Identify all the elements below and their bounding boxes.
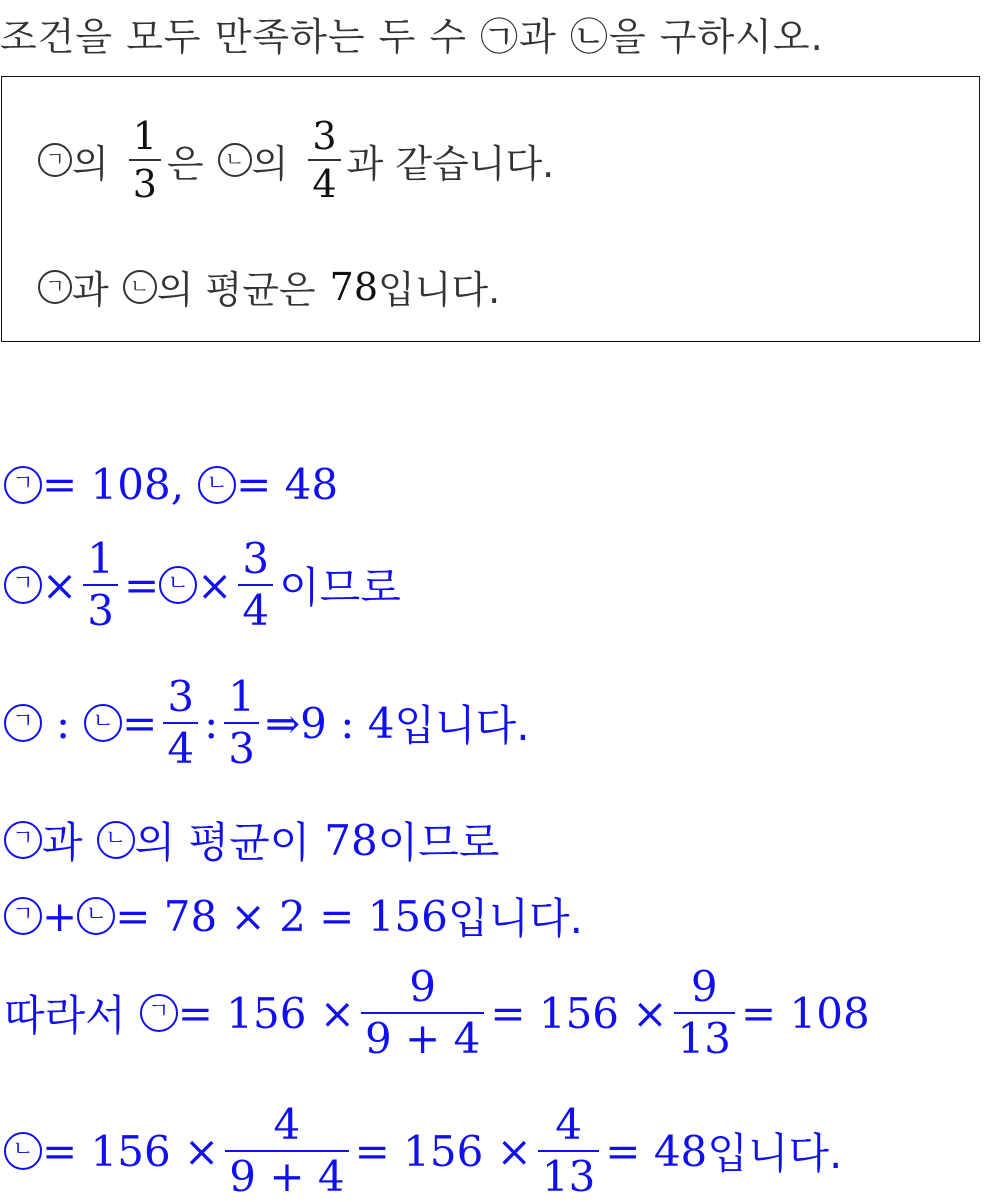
s6-f1-num: 4 — [273, 1100, 301, 1149]
question-title: 조건을 모두 만족하는 두 수 ㉠과 ㉡을 구하시오. — [0, 15, 824, 59]
solution-step-5 — [4, 962, 870, 1063]
s2-colon-1: : — [56, 698, 71, 748]
c1-end: 과 같습니다. — [346, 141, 555, 186]
s5-e2: = 156 × — [490, 988, 668, 1038]
s2-fraction-2 — [224, 672, 259, 773]
s6-f1-den: 9 + 4 — [229, 1152, 345, 1201]
solution-step-1 — [4, 534, 401, 635]
s5-f2-num: 9 — [690, 962, 718, 1011]
s6-f2-den: 13 — [541, 1152, 596, 1201]
answer-a: = 108, — [42, 460, 185, 509]
symbol-a: ㄱ — [4, 897, 42, 935]
c1-fraction-2 — [308, 114, 340, 206]
s6-e3: = 48 — [605, 1126, 708, 1176]
s5-e3: = 108 — [741, 988, 870, 1038]
s1-end: 이므로 — [279, 563, 401, 612]
s2-ratio: ⇒9 : 4 — [264, 698, 395, 748]
s1-times-2: × — [197, 560, 233, 610]
symbol-b: ㄴ — [198, 466, 236, 504]
condition-2 — [38, 259, 500, 314]
c2-b-suffix: 의 평균은 — [156, 268, 316, 312]
c1-b-suffix: 의 — [251, 141, 289, 186]
symbol-b: ㄴ — [218, 143, 252, 177]
c1-a-suffix: 의 — [72, 141, 109, 186]
s6-fraction-1 — [225, 1100, 348, 1201]
symbol-b: ㄴ — [159, 566, 197, 604]
s2-f2-den: 3 — [228, 724, 255, 773]
c1-f2-num: 3 — [312, 114, 337, 158]
conditions-box — [1, 76, 980, 342]
c2-number: 78 — [329, 264, 378, 309]
s1-times-1: × — [42, 560, 78, 610]
s1-f1-num: 1 — [87, 534, 114, 583]
s4-expr: = 78 × 2 = 156 — [115, 891, 448, 941]
c1-f2-den: 4 — [312, 162, 337, 206]
s5-e1: = 156 × — [177, 988, 355, 1038]
solution-step-4 — [4, 886, 583, 946]
s2-colon-2: : — [204, 698, 219, 748]
s6-f2-num: 4 — [555, 1100, 582, 1149]
c1-f1-den: 3 — [132, 162, 157, 206]
s1-eq: = — [123, 560, 160, 610]
symbol-a: ㄱ — [4, 566, 42, 604]
s2-fraction-1 — [163, 672, 198, 773]
s6-end: 입니다. — [707, 1129, 843, 1178]
solution-step-2 — [4, 672, 530, 773]
solution-step-6 — [4, 1100, 843, 1201]
c1-mid: 은 — [166, 141, 204, 186]
c1-fraction-1 — [129, 114, 161, 206]
symbol-b: ㄴ — [84, 704, 122, 742]
s5-fraction-1 — [361, 962, 484, 1063]
s3-b-suffix: 의 평균이 — [134, 818, 311, 867]
s3-number: 78 — [324, 815, 378, 865]
s5-f1-num: 9 — [409, 962, 436, 1011]
c1-f1-num: 1 — [132, 114, 157, 158]
s4-end: 입니다. — [447, 894, 583, 943]
s5-fraction-2 — [674, 962, 735, 1063]
c2-a-suffix: 과 — [72, 268, 109, 312]
s2-end: 입니다. — [394, 701, 530, 750]
symbol-a: ㄱ — [4, 466, 42, 504]
s5-lead: 따라서 — [4, 991, 126, 1040]
answer-b: = 48 — [236, 460, 339, 509]
symbol-a: ㄱ — [4, 821, 42, 859]
s6-e1: = 156 × — [42, 1126, 220, 1176]
s4-plus: + — [42, 891, 78, 941]
symbol-b: ㄴ — [77, 897, 115, 935]
solution-step-3 — [4, 810, 499, 870]
s1-f2-num: 3 — [242, 534, 270, 583]
s1-f2-den: 4 — [242, 586, 270, 635]
s2-f1-num: 3 — [167, 672, 195, 721]
symbol-a: ㄱ — [38, 270, 72, 304]
s2-eq: = — [122, 698, 158, 748]
solution-answer — [4, 460, 338, 509]
s2-f2-num: 1 — [228, 672, 255, 721]
symbol-b: ㄴ — [97, 821, 135, 859]
symbol-a: ㄱ — [38, 143, 72, 177]
symbol-a: ㄱ — [4, 704, 42, 742]
s5-f1-den: 9 + 4 — [364, 1014, 481, 1063]
s5-f2-den: 13 — [677, 1014, 732, 1063]
s6-fraction-2 — [538, 1100, 599, 1201]
condition-1 — [38, 114, 555, 206]
s2-f1-den: 4 — [167, 724, 195, 773]
s1-f1-den: 3 — [87, 586, 114, 635]
symbol-b: ㄴ — [4, 1132, 42, 1170]
s1-fraction-2 — [238, 534, 273, 635]
symbol-b: ㄴ — [123, 270, 157, 304]
s3-end: 이므로 — [377, 818, 500, 867]
s6-e2: = 156 × — [354, 1126, 532, 1176]
s3-a-suffix: 과 — [42, 818, 83, 867]
symbol-a: ㄱ — [140, 994, 178, 1032]
s1-fraction-1 — [83, 534, 118, 635]
c2-end: 입니다. — [378, 268, 501, 312]
